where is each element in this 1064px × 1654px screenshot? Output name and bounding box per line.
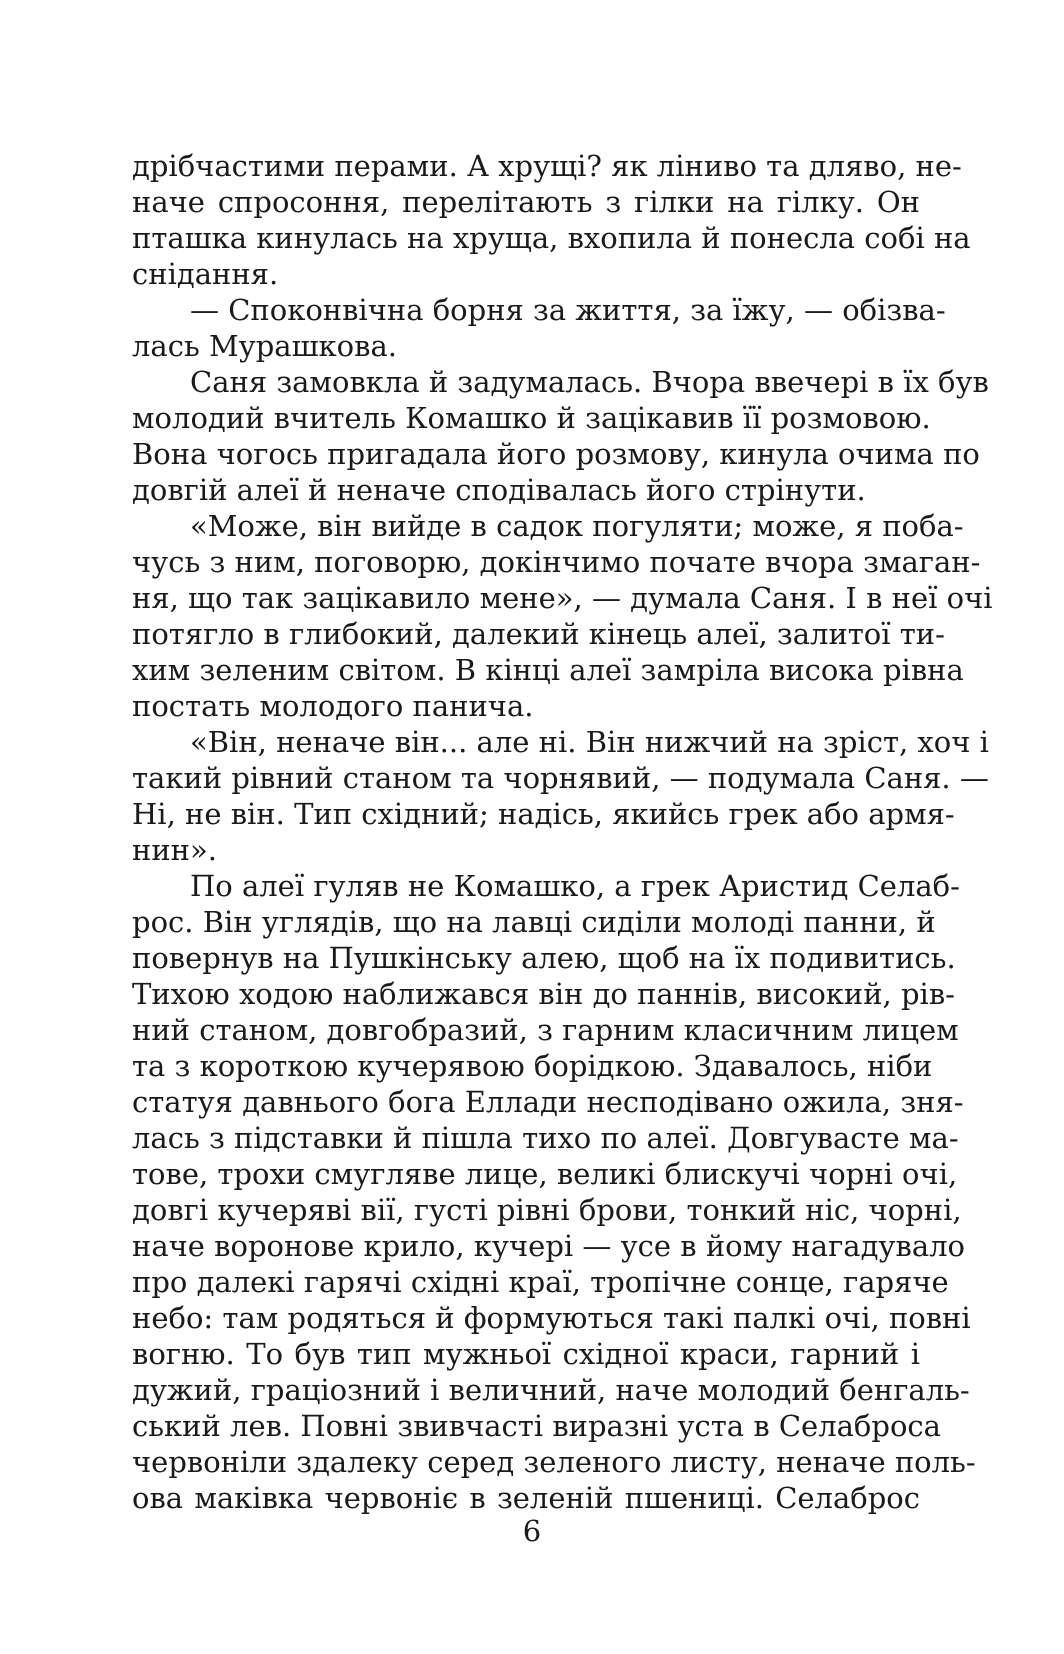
- text-line: постать молодого панича.: [132, 689, 534, 723]
- text-line: статуя давнього бога Еллади несподівано ожила, зня-: [132, 1085, 964, 1119]
- text-line: повернув на Пушкінську алею, щоб на їх подивитись.: [132, 941, 956, 975]
- text-line: чусь з ним, поговорю, докінчимо почате вчора змаган-: [132, 545, 981, 579]
- text-line: молодий вчитель Комашко й зацікавив її розмовою.: [132, 401, 931, 435]
- text-line: «Може, він вийде в садок погуляти; може, я поба-: [190, 509, 964, 543]
- text-line: довгі кучеряві вії, густі рівні брови, тонкий ніс, чорні,: [132, 1193, 962, 1227]
- text-line: рос. Він углядів, що на лавці сиділи молоді панни, й: [132, 905, 936, 939]
- text-line: ський лев. Повні звивчасті виразні уста в Селаброса: [132, 1409, 941, 1443]
- page-number: 6: [522, 1514, 542, 1548]
- text-line: ний станом, довгобразий, з гарним класичним лицем: [132, 1013, 959, 1047]
- text-line: небо: там родяться й формуються такі палкі очі, повні: [132, 1301, 971, 1335]
- text-line: снідання.: [132, 257, 279, 291]
- text-line: нин».: [132, 833, 217, 867]
- text-line: лась з підставки й пішла тихо по алеї. Довгувасте ма-: [132, 1121, 959, 1155]
- text-line: наче спросоння, перелітають з гілки на гілку. Он: [132, 185, 920, 219]
- text-line: дрібчастими перами. А хрущі? як ліниво та дляво, не-: [132, 149, 962, 183]
- text-line: такий рівний станом та чорнявий, — подумала Саня. —: [132, 761, 989, 795]
- text-line: Тихою ходою наближався він до паннів, високий, рів-: [132, 977, 955, 1011]
- text-line: довгій алеї й неначе сподівалась його стрінути.: [132, 473, 866, 507]
- text-line: Ні, не він. Тип східний; надісь, якийсь грек або армя-: [132, 797, 955, 831]
- text-line: пташка кинулась на хруща, вхопила й понесла собі на: [132, 221, 971, 255]
- text-line: Вона чогось пригадала його розмову, кинула очима по: [132, 437, 980, 471]
- text-line: про далекі гарячі східні краї, тропічне сонце, гаряче: [132, 1265, 949, 1299]
- text-line: тове, трохи смугляве лице, великі блискучі чорні очі,: [132, 1157, 958, 1191]
- text-line: дужий, граціозний і величний, наче молодий бенгаль-: [132, 1373, 970, 1407]
- text-line: хим зеленим світом. В кінці алеї замріла висока рівна: [132, 653, 964, 687]
- text-line: вогню. То був тип мужньої східної краси, гарний і: [132, 1337, 920, 1371]
- text-line: ня, що так зацікавило мене», — думала Саня. І в неї очі: [132, 581, 993, 615]
- text-line: ова маківка червоніє в зеленій пшениці. Селаброс: [132, 1481, 920, 1515]
- text-line: «Він, неначе він... але ні. Він нижчий на зріст, хоч і: [190, 725, 989, 759]
- text-line: — Споконвічна борня за життя, за їжу, — обізва-: [190, 293, 946, 327]
- text-line: червоніли здалеку серед зеленого листу, неначе поль-: [132, 1445, 976, 1479]
- text-line: По алеї гуляв не Комашко, а грек Аристид Селаб-: [190, 869, 960, 903]
- body-text: [132, 148, 993, 1516]
- text-line: та з короткою кучерявою борідкою. Здавалось, ніби: [132, 1049, 933, 1083]
- text-line: Саня замовкла й задумалась. Вчора ввечері в їх був: [190, 365, 989, 399]
- text-line: лась Мурашкова.: [132, 329, 397, 363]
- text-line: наче воронове крило, кучері — усе в йому нагадувало: [132, 1229, 965, 1263]
- text-line: потягло в глибокий, далекий кінець алеї, залитої ти-: [132, 617, 945, 651]
